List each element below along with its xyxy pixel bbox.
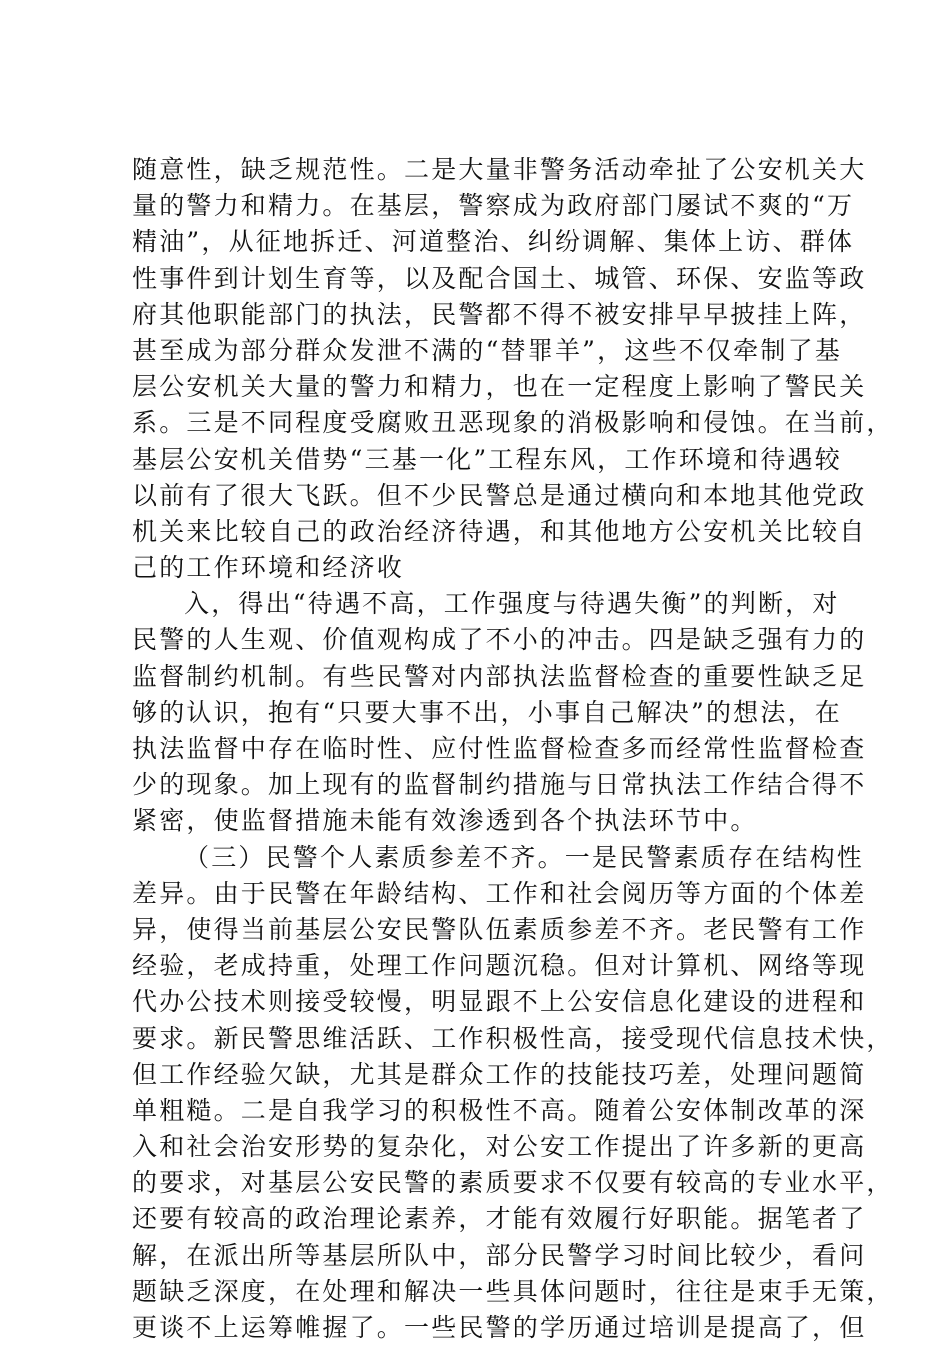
text-line: 府其他职能部门的执法，民警都不得不被安排早早披挂上阵， — [132, 299, 867, 329]
text-line: 随意性，缺乏规范性。二是大量非警务活动牵扯了公安机关大 — [132, 155, 867, 184]
text-line: 异，使得当前基层公安民警队伍素质参差不齐。老民警有工作 — [132, 914, 867, 944]
text-line: 入，得出“待遇不高，工作强度与待遇失衡”的判断，对 — [184, 589, 840, 619]
text-line: 系。三是不同程度受腐败丑恶现象的消极影响和侵蚀。在当前， — [132, 408, 894, 438]
text-line: 够的认识，抱有“只要大事不出，小事自己解决”的想法，在 — [132, 697, 842, 727]
text-line: 但工作经验欠缺，尤其是群众工作的技能技巧差，处理问题简 — [132, 1059, 867, 1089]
text-line: 经验，老成持重，处理工作问题沉稳。但对计算机、网络等现 — [132, 951, 867, 981]
text-line: 机关来比较自己的政治经济待遇，和其他地方公安机关比较自 — [132, 516, 867, 546]
text-line: 层公安机关大量的警力和精力，也在一定程度上影响了警民关 — [132, 372, 867, 402]
text-line: 少的现象。加上现有的监督制约措施与日常执法工作结合得不 — [132, 770, 867, 800]
body-text — [132, 152, 894, 1346]
text-line: 精油”，从征地拆迁、河道整治、纠纷调解、集体上访、群体 — [132, 227, 855, 257]
text-line: 性事件到计划生育等，以及配合国土、城管、环保、安监等政 — [132, 263, 867, 293]
text-line: 还要有较高的政治理论素养，才能有效履行好职能。据笔者了 — [132, 1204, 867, 1234]
text-line: 以前有了很大飞跃。但不少民警总是通过横向和本地其他党政 — [132, 480, 867, 510]
text-line: 基层公安机关借势“三基一化”工程东风，工作环境和待遇较 — [132, 444, 842, 474]
text-line: 解，在派出所等基层所队中，部分民警学习时间比较少，看问 — [132, 1240, 867, 1270]
text-line: 己的工作环境和经济收 — [132, 553, 405, 583]
text-line: 入和社会治安形势的复杂化，对公安工作提出了许多新的更高 — [132, 1132, 867, 1162]
text-line: 代办公技术则接受较慢，明显跟不上公安信息化建设的进程和 — [132, 987, 867, 1017]
text-line: 执法监督中存在临时性、应付性监督检查多而经常性监督检查 — [132, 734, 867, 763]
text-line: 的要求，对基层公安民警的素质要求不仅要有较高的专业水平， — [132, 1168, 894, 1198]
text-line: （三）民警个人素质参差不齐。一是民警素质存在结构性 — [184, 842, 865, 872]
text-line: 量的警力和精力。在基层，警察成为政府部门屡试不爽的“万 — [132, 191, 855, 221]
text-line: 题缺乏深度，在处理和解决一些具体问题时，往往是束手无策， — [132, 1276, 894, 1306]
text-line: 甚至成为部分群众发泄不满的“替罪羊”，这些不仅牵制了基 — [132, 335, 842, 365]
text-line: 更谈不上运筹帷握了。一些民警的学历通过培训是提高了，但 — [132, 1313, 867, 1342]
text-line: 监督制约机制。有些民警对内部执法监督检查的重要性缺乏足 — [132, 661, 867, 691]
text-line: 差异。由于民警在年龄结构、工作和社会阅历等方面的个体差 — [132, 878, 867, 908]
text-line: 民警的人生观、价值观构成了不小的冲击。四是缺乏强有力的 — [132, 625, 867, 655]
text-line: 要求。新民警思维活跃、工作积极性高，接受现代信息技术快， — [132, 1023, 894, 1053]
text-line: 紧密，使监督措施未能有效渗透到各个执法环节中。 — [132, 806, 758, 836]
text-line: 单粗糙。二是自我学习的积极性不高。随着公安体制改革的深 — [132, 1095, 867, 1125]
